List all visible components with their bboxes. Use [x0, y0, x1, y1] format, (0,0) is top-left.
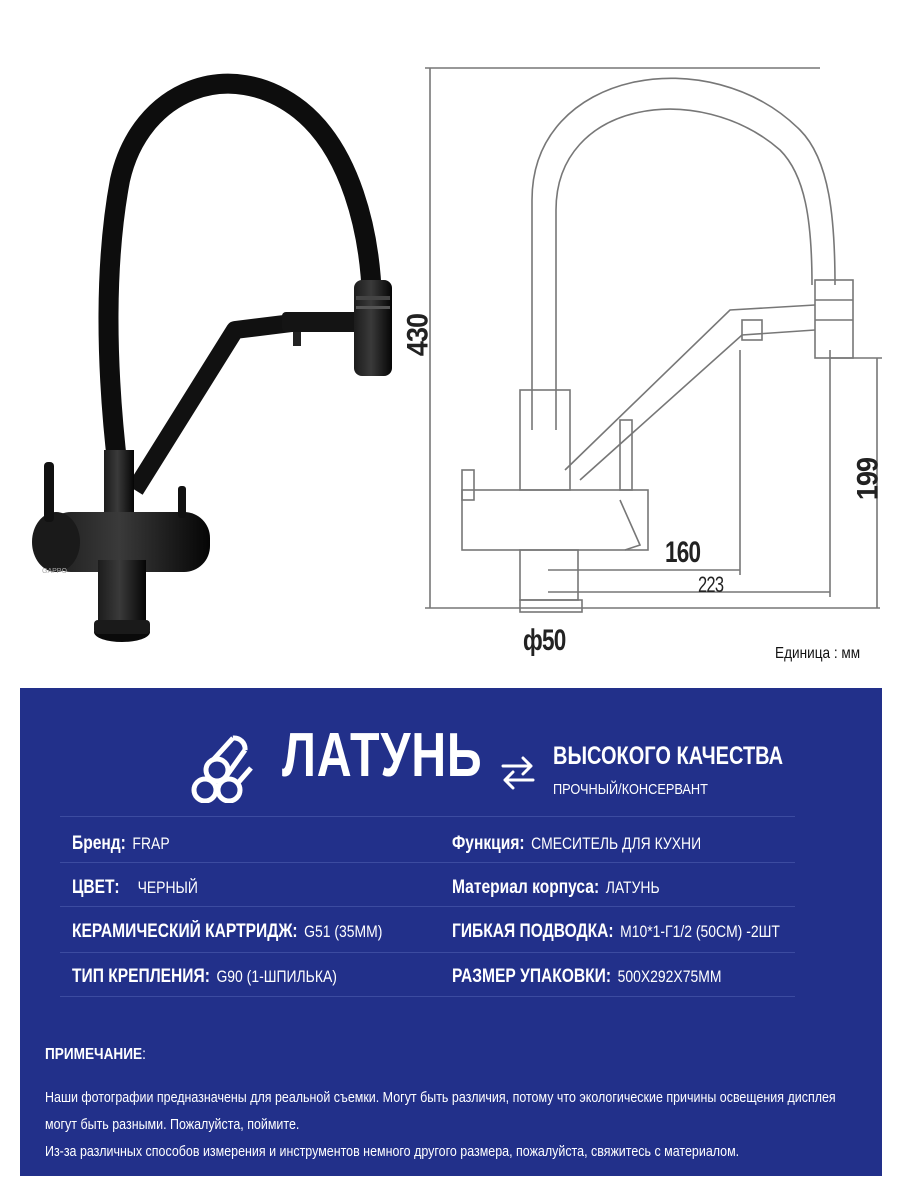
material-hero — [20, 688, 882, 813]
note-line: Из-за различных способов измерения и инструментов немного другого размера, пожалуйста, свяжитесь с материалом. — [45, 1144, 740, 1160]
spec-mounting — [72, 966, 337, 988]
spec-label: Функция: — [452, 833, 525, 854]
spec-panel — [20, 688, 882, 1176]
spec-label: ГИБКАЯ ПОДВОДКА: — [452, 921, 614, 942]
divider — [60, 996, 795, 997]
unit-note: Единица : мм — [775, 645, 861, 662]
dimension-height-spout: 199 — [851, 457, 885, 501]
note-line: Наши фотографии предназначены для реальной съемки. Могут быть различия, потому что экологические причины освещения дисплея — [45, 1090, 836, 1106]
note-heading-text: ПРИМЕЧАНИЕ — [45, 1046, 143, 1063]
quality-caption: ПРОЧНЫЙ/КОНСЕРВАНТ — [553, 781, 708, 798]
spec-cartridge — [72, 921, 382, 943]
dimension-reach-223: 223 — [698, 572, 724, 597]
note-heading — [45, 1046, 146, 1064]
spec-body-material — [452, 877, 660, 899]
dimension-reach-160: 160 — [665, 536, 701, 569]
divider — [60, 952, 795, 953]
spec-function — [452, 833, 701, 855]
spec-value: ЧЕРНЫЙ — [137, 878, 198, 897]
divider — [60, 862, 795, 863]
spec-package-size — [452, 966, 721, 988]
material-title: ЛАТУНЬ — [282, 721, 483, 790]
divider — [60, 816, 795, 817]
spec-value: G90 (1-ШПИЛЬКА) — [216, 967, 337, 986]
spec-value: 500X292X75MM — [617, 967, 722, 986]
spec-value: G51 (35MM) — [304, 922, 383, 941]
spec-label: Материал корпуса: — [452, 877, 600, 898]
note-line: могут быть разными. Пожалуйста, поймите. — [45, 1117, 300, 1133]
spec-value: FRAP — [132, 834, 170, 853]
dimension-base-diameter: ф50 — [523, 624, 566, 657]
swap-arrows-icon — [497, 754, 539, 790]
quality-subtitle: ВЫСОКОГО КАЧЕСТВА — [553, 742, 784, 770]
brass-rods-icon — [185, 728, 255, 803]
faucet-photo — [0, 0, 440, 680]
spec-color — [72, 877, 198, 899]
spec-label: ЦВЕТ: — [72, 877, 120, 898]
dimension-height-total: 430 — [401, 313, 435, 357]
spec-label: ТИП КРЕПЛЕНИЯ: — [72, 966, 210, 987]
spec-hoses — [452, 921, 780, 943]
spec-label: РАЗМЕР УПАКОВКИ: — [452, 966, 612, 987]
note-heading-colon: : — [142, 1046, 146, 1063]
dimension-drawing — [410, 40, 900, 680]
spec-label: Бренд: — [72, 833, 126, 854]
spec-value: M10*1-Г1/2 (50CM) -2ШТ — [620, 922, 780, 941]
brand-logo: GAPPO — [42, 568, 67, 575]
spec-value: ЛАТУНЬ — [605, 878, 660, 897]
spec-value: СМЕСИТЕЛЬ ДЛЯ КУХНИ — [531, 834, 702, 853]
divider — [60, 906, 795, 907]
spec-label: КЕРАМИЧЕСКИЙ КАРТРИДЖ: — [72, 921, 298, 942]
spec-brand — [72, 833, 170, 855]
